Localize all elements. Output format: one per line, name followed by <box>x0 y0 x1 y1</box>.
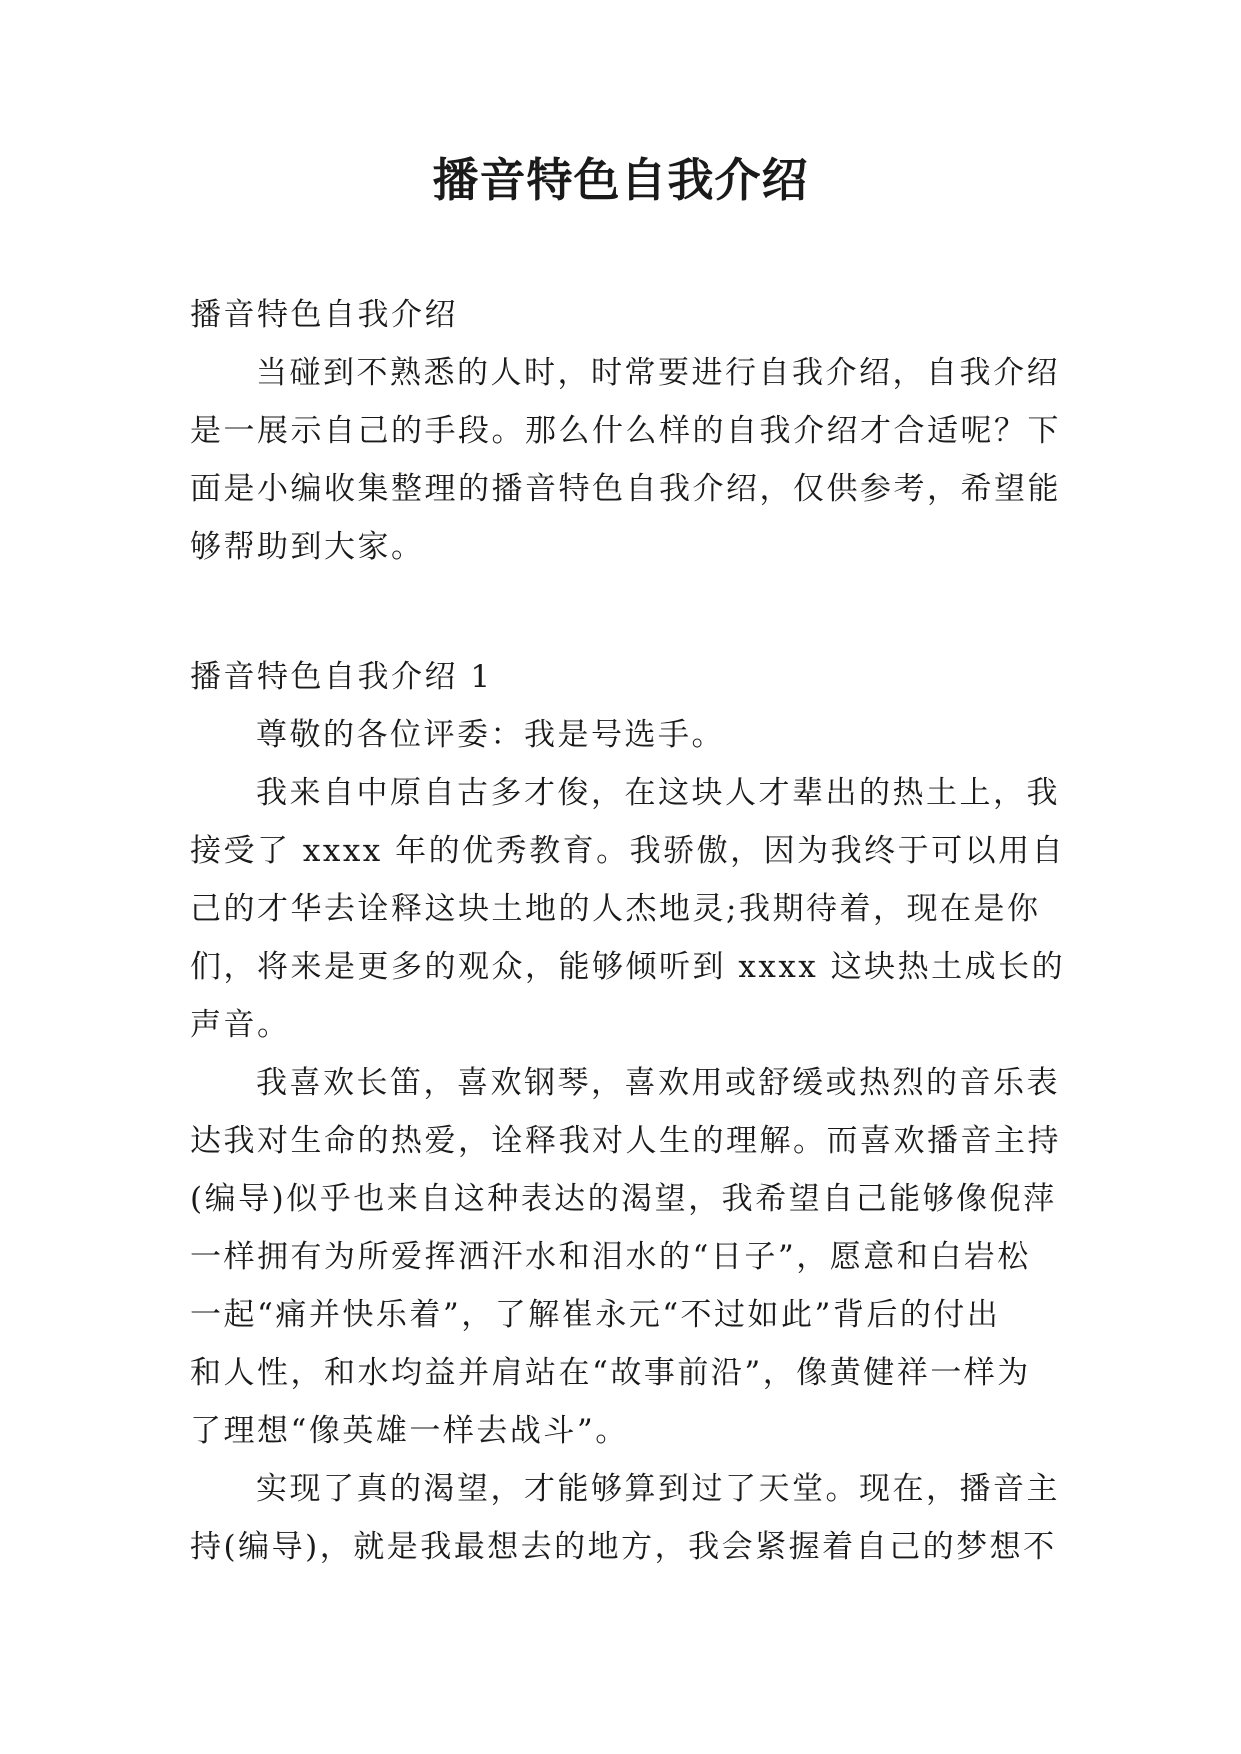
spacer <box>190 576 1050 648</box>
paragraph-line: 声音。 <box>190 1007 291 1043</box>
paragraph-line: 己的才华去诠释这块土地的人杰地灵;我期待着，现在是你 <box>190 891 1041 927</box>
document-body <box>190 286 1066 1576</box>
paragraph-line: 达我对生命的热爱，诠释我对人生的理解。而喜欢播音主持 <box>190 1123 1061 1159</box>
paragraph-line: 当碰到不熟悉的人时，时常要进行自我介绍，自我介绍 <box>256 355 1060 391</box>
paragraph-line: 和人性，和水均益并肩站在“故事前沿”，像黄健祥一样为 <box>190 1355 1031 1391</box>
paragraph-line: (编导)似乎也来自这种表达的渴望，我希望自己能够像倪萍 <box>190 1181 1057 1217</box>
paragraph-line: 们，将来是更多的观众，能够倾听到 xxxx 这块热土成长的 <box>190 949 1066 985</box>
paragraph-line: 我来自中原自古多才俊，在这块人才辈出的热土上，我 <box>256 775 1060 811</box>
paragraph-line: 尊敬的各位评委：我是号选手。 <box>256 717 725 753</box>
page-title: 播音特色自我介绍 <box>432 153 809 207</box>
paragraph-line: 实现了真的渴望，才能够算到过了天堂。现在，播音主 <box>256 1471 1060 1507</box>
paragraph-line: 面是小编收集整理的播音特色自我介绍，仅供参考，希望能 <box>190 471 1061 507</box>
section-heading: 播音特色自我介绍 1 <box>190 659 493 695</box>
paragraph-line: 了理想“像英雄一样去战斗”。 <box>190 1413 629 1449</box>
paragraph-line: 够帮助到大家。 <box>190 529 425 565</box>
paragraph-line: 是一展示自己的手段。那么什么样的自我介绍才合适呢？下 <box>190 413 1061 449</box>
paragraph-line: 一样拥有为所爱挥洒汗水和泪水的“日子”，愿意和白岩松 <box>190 1239 1031 1275</box>
section-heading: 播音特色自我介绍 <box>190 297 458 333</box>
paragraph-line: 持(编导)，就是我最想去的地方，我会紧握着自己的梦想不 <box>190 1529 1057 1565</box>
paragraph-line: 一起“痛并快乐着”，了解崔永元“不过如此”背后的付出 <box>190 1297 1001 1333</box>
paragraph-line: 接受了 xxxx 年的优秀教育。我骄傲，因为我终于可以用自 <box>190 833 1066 869</box>
paragraph-line: 我喜欢长笛，喜欢钢琴，喜欢用或舒缓或热烈的音乐表 <box>256 1065 1060 1101</box>
